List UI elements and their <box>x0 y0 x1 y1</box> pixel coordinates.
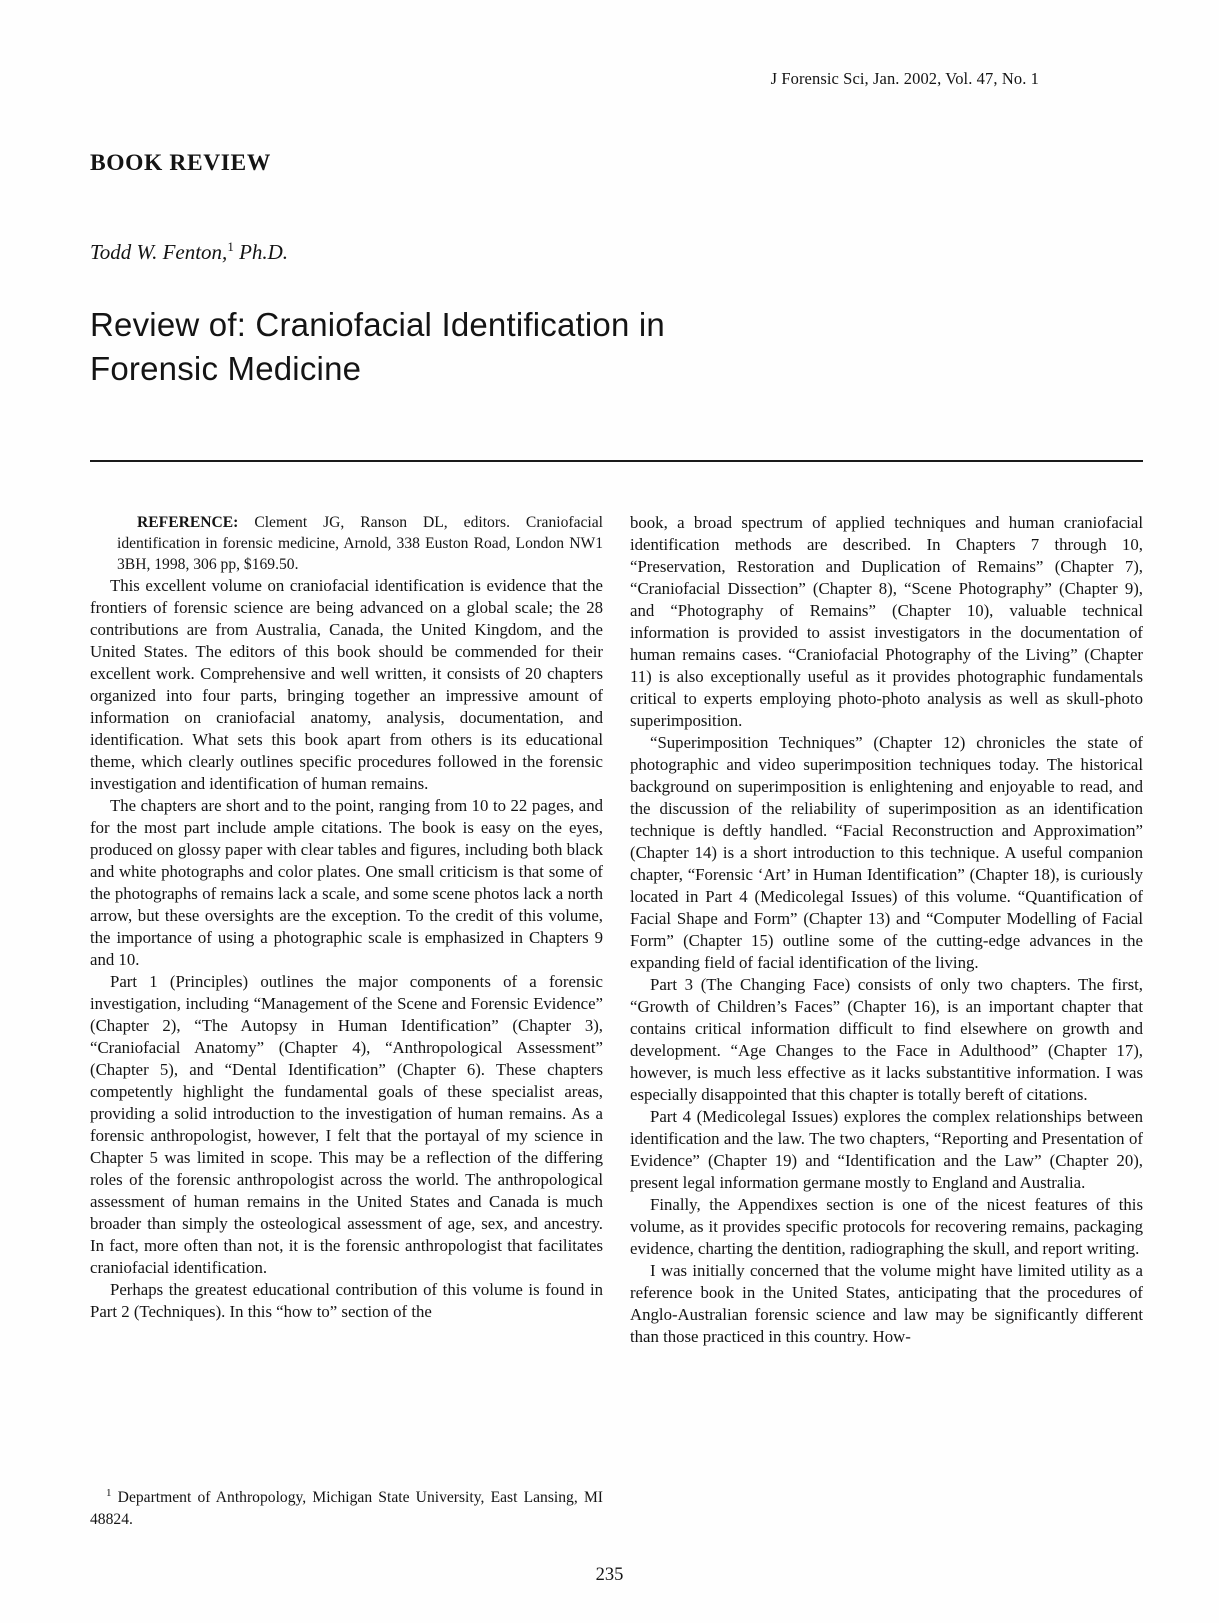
body-paragraph: book, a broad spectrum of applied techniques and human craniofacial identification methods are described. In Chapters 7 through 10, “Preservation, Restoration and Duplication of Remains” (Chapter 7), “Craniofacial Dissection” (Chapter 8), “Scene Photography” (Chapter 9), and “Photography of Remains” (Chapter 10), valuable technical information is provided to assist investigators in the documentation of human remains cases. “Craniofacial Photography of the Living” (Chapter 11) is also exceptionally useful as it provides photographic fundamentals critical to experts employing photo-photo analysis as well as skull-photo superimposition. <box>630 513 1143 730</box>
body-paragraph: This excellent volume on craniofacial identification is evidence that the frontiers of forensic science are being advanced on a global scale; the 28 contributions are from Australia, Canada, the United Kingdom, and the United States. The editors of this book should be commended for their excellent work. Comprehensive and well written, it consists of 20 chapters organized into four parts, bringing together an impressive amount of information on craniofacial anatomy, analysis, documentation, and identification. What sets this book apart from others is its educational theme, which clearly outlines specific procedures followed in the forensic investigation and identification of human remains. <box>90 576 603 793</box>
journal-header: J Forensic Sci, Jan. 2002, Vol. 47, No. 1 <box>770 69 1039 88</box>
body-paragraph: Part 4 (Medicolegal Issues) explores the complex relationships between identification and the law. The two chapters, “Reporting and Presentation of Evidence” (Chapter 19) and “Identification and the Law” (Chapter 20), present legal information germane mostly to England and Australia. <box>630 1107 1143 1192</box>
reference-text: Clement JG, Ranson DL, editors. Craniofacial identification in forensic medicine, Arnold, 338 Euston Road, London NW1 3BH, 1998, 306 pp, $169.50. <box>117 514 603 573</box>
footnote-marker: 1 <box>106 1486 112 1499</box>
body-paragraph: Finally, the Appendixes section is one of the nicest features of this volume, as it provides specific protocols for recovering remains, packaging evidence, charting the dentition, radiographing the skull, and report writing. <box>630 1195 1143 1258</box>
body-paragraph: Part 1 (Principles) outlines the major components of a forensic investigation, including “Management of the Scene and Forensic Evidence” (Chapter 2), “The Autopsy in Human Identification” (Chapter 3), “Craniofacial Anatomy” (Chapter 4), “Anthropological Assessment” (Chapter 5), and “Dental Identification” (Chapter 6). These chapters competently highlight the fundamental goals of these specialist areas, providing a solid introduction to the investigation of human remains. As a forensic anthropologist, however, I felt that the portayal of my science in Chapter 5 was limited in scope. This may be a reflection of the differing roles of the forensic anthropologist across the world. The anthropological assessment of human remains in the United States and Canada is much broader than simply the osteological assessment of age, sex, and ancestry. In fact, more often than not, it is the forensic anthropologist that facilitates craniofacial identification. <box>90 972 603 1277</box>
body-columns <box>90 512 1143 1348</box>
author-name: Todd W. Fenton, <box>90 240 228 264</box>
author-line <box>90 240 288 265</box>
body-paragraph: The chapters are short and to the point, ranging from 10 to 22 pages, and for the most part include ample citations. The book is easy on the eyes, produced on glossy paper with clear tables and figures, including both black and white photographs and color plates. One small criticism is that some of the photographs of remains lack a scale, and some scene photos lack a north arrow, but these oversights are the exception. To the credit of this volume, the importance of using a photographic scale is emphasized in Chapters 9 and 10. <box>90 796 603 969</box>
body-paragraph: Perhaps the greatest educational contribution of this volume is found in Part 2 (Techniques). In this “how to” section of the <box>90 1280 603 1321</box>
body-paragraph: I was initially concerned that the volume might have limited utility as a reference book in the United States, anticipating that the procedures of Anglo-Australian forensic science and law may be significantly different than those practiced in this country. How- <box>630 1261 1143 1346</box>
reference-block <box>90 512 603 575</box>
reference-label: REFERENCE: <box>137 514 239 531</box>
title-rule <box>90 460 1143 462</box>
author-footnote-marker: 1 <box>227 239 234 254</box>
body-paragraph: “Superimposition Techniques” (Chapter 12) chronicles the state of photographic and video superimposition techniques today. The historical background on superimposition is enlightening and enjoyable to read, and the discussion of the reliability of superimposition as an identification technique is deftly handled. “Facial Reconstruction and Approximation” (Chapter 14) is a short introduction to this technique. A useful companion chapter, “Forensic ‘Art’ in Human Identification” (Chapter 18), is curiously located in Part 4 (Medicolegal Issues) of this volume. “Quantification of Facial Shape and Form” (Chapter 13) and “Computer Modelling of Facial Form” (Chapter 15) outline some of the cutting-edge advances in the expanding field of facial identification of the living. <box>630 733 1143 972</box>
footnote <box>90 1487 603 1530</box>
footnote-text: Department of Anthropology, Michigan State University, East Lansing, MI 48824. <box>90 1489 603 1528</box>
book-review-heading: BOOK REVIEW <box>90 150 271 176</box>
body-column-right <box>630 512 1143 1348</box>
page-number: 235 <box>595 1565 624 1585</box>
author-degree: Ph.D. <box>233 240 289 264</box>
body-column-left <box>90 512 603 1348</box>
body-paragraph: Part 3 (The Changing Face) consists of only two chapters. The first, “Growth of Children’s Faces” (Chapter 16), is an important chapter that contains critical information difficult to find elsewhere on growth and development. “Age Changes to the Face in Adulthood” (Chapter 17), however, is much less effective as it lacks substantitive information. I was especially disappointed that this chapter is totally bereft of citations. <box>630 975 1143 1104</box>
article-title: Review of: Craniofacial Identification in Forensic Medicine <box>90 306 665 387</box>
